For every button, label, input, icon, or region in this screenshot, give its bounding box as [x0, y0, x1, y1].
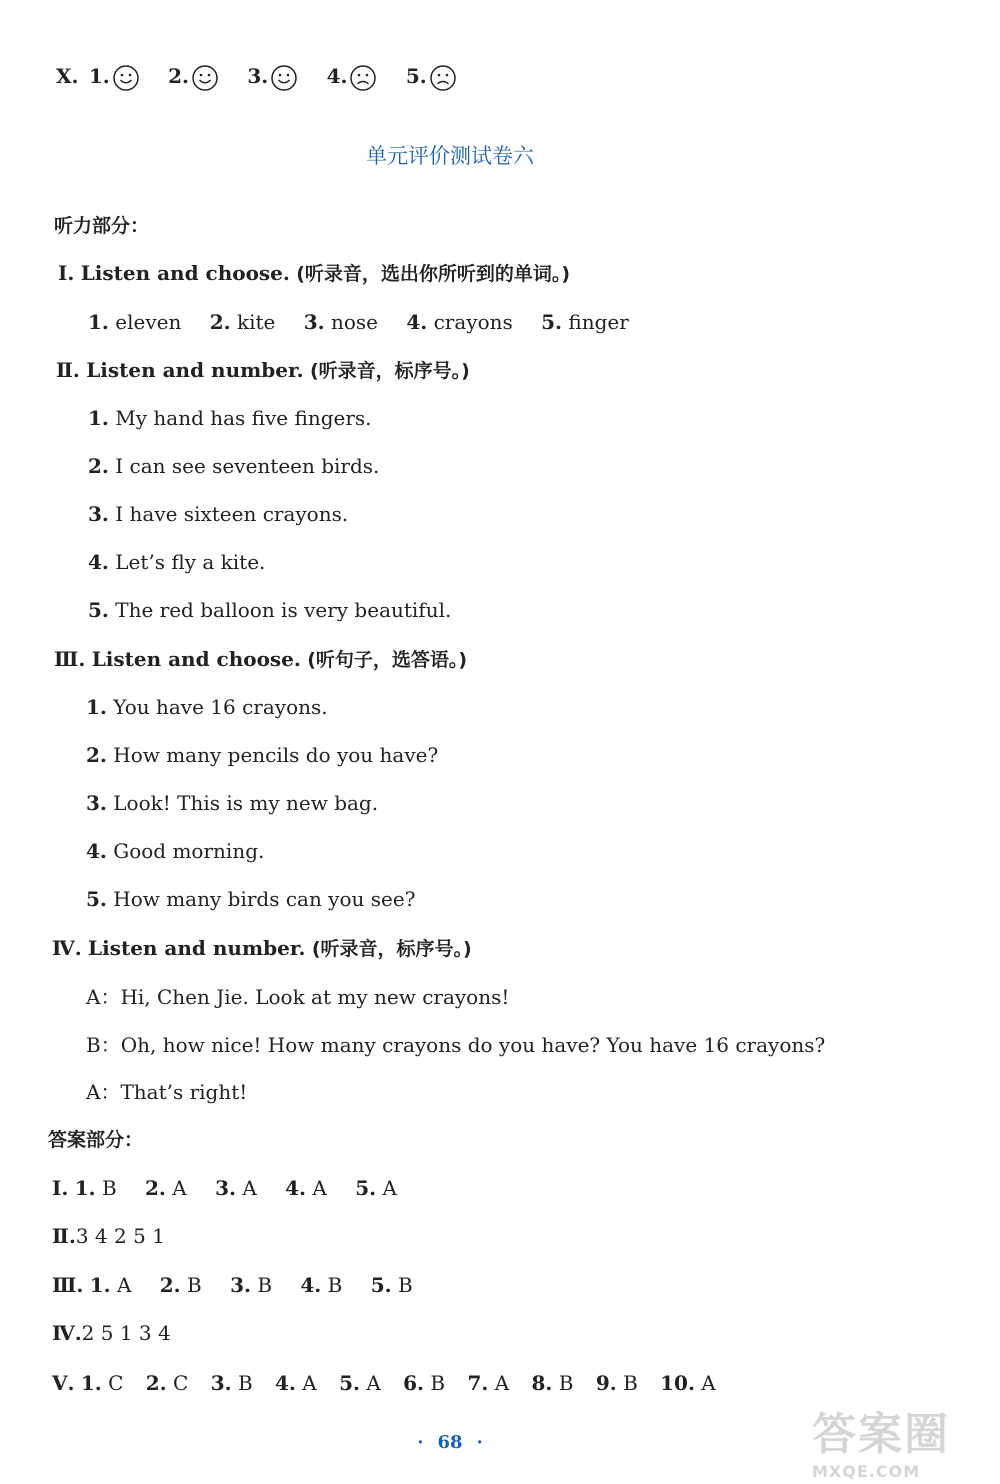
smile-face-icon [270, 64, 298, 92]
list-item: 2. kite [209, 310, 276, 334]
answer-row-2: Ⅱ.3 4 2 5 1 [52, 1224, 165, 1248]
answer-row-3: Ⅲ. 1. A 2. B 3. B 4. B 5. B [52, 1273, 413, 1297]
answer-item: 3. A [215, 1176, 257, 1200]
list-item: 4. Let’s fly a kite. [88, 550, 266, 574]
answer-row-4: Ⅳ.2 5 1 3 4 [52, 1321, 171, 1345]
answer-item: 5. A [355, 1176, 397, 1200]
answers-heading: 答案部分： [48, 1129, 144, 1151]
smile-face-icon [191, 64, 219, 92]
answer-item: 4. A [275, 1371, 317, 1395]
list-item: 5. How many birds can you see? [86, 887, 416, 911]
section-3-heading: Ⅲ. Listen and choose. (听句子，选答语。) [54, 647, 468, 671]
answer-item: 6. B [403, 1371, 446, 1395]
face-item: 1. [89, 62, 140, 92]
section-1-words [88, 308, 651, 336]
face-item: 4. [327, 62, 378, 92]
answer-item: 3. B [210, 1371, 253, 1395]
answer-item: 5. A [339, 1371, 381, 1395]
answer-item: 8. B [531, 1371, 574, 1395]
sad-face-icon [429, 64, 457, 92]
list-item: 2. I can see seventeen birds. [88, 454, 380, 478]
section-1-heading: Ⅰ. Listen and choose. (听录音，选出你所听到的单词。) [58, 261, 571, 285]
list-item: 2. How many pencils do you have? [86, 743, 439, 767]
dialog-line: A：That’s right! [86, 1080, 248, 1104]
list-item: 4. crayons [406, 310, 513, 334]
answer-item: 1. B [74, 1176, 117, 1200]
section-4-heading: Ⅳ. Listen and number. (听录音，标序号。) [52, 936, 472, 960]
section-roman-x: Ⅹ. [56, 64, 79, 88]
answer-item: 2. A [145, 1176, 187, 1200]
feedback-faces-row [56, 62, 479, 92]
answer-item: 5. B [370, 1273, 413, 1297]
dialog-line: A：Hi, Chen Jie. Look at my new crayons! [86, 985, 510, 1009]
face-item: 2. [168, 62, 219, 92]
list-item: 3. Look! This is my new bag. [86, 791, 379, 815]
list-item: 4. Good morning. [86, 839, 265, 863]
list-item: 1. eleven [88, 310, 182, 334]
list-item: 3. nose [303, 310, 378, 334]
sad-face-icon [349, 64, 377, 92]
answer-item: 1. C [80, 1371, 124, 1395]
list-item: 1. You have 16 crayons. [86, 695, 328, 719]
list-item: 5. finger [541, 310, 629, 334]
answer-item: 1. A [89, 1273, 132, 1297]
page-title: 单元评价测试卷六 [366, 144, 534, 168]
answer-row-1: Ⅰ. 1. B 2. A 3. A 4. A 5. A [52, 1176, 397, 1200]
listening-heading: 听力部分： [54, 215, 150, 237]
face-item: 5. [406, 62, 457, 92]
answer-row-5: Ⅴ. 1. C 2. C 3. B 4. A 5. A 6. B 7. A 8. B 9. B 10. A [52, 1371, 716, 1395]
section-2-heading: Ⅱ. Listen and number. (听录音，标序号。) [56, 358, 470, 382]
watermark-bottom: MXQE.COM [812, 1462, 921, 1481]
dot-icon: · [417, 1432, 424, 1453]
watermark-top: 答案圈 [812, 1409, 950, 1460]
answer-item: 10. A [660, 1371, 716, 1395]
answer-item: 2. C [145, 1371, 189, 1395]
dialog-line: B：Oh, how nice! How many crayons do you have? You have 16 crayons? [86, 1033, 826, 1057]
watermark-logo [812, 1398, 992, 1481]
answer-item: 7. A [467, 1371, 510, 1395]
list-item: 1. My hand has five fingers. [88, 406, 372, 430]
dot-icon: · [476, 1432, 483, 1453]
answer-item: 4. A [285, 1176, 327, 1200]
list-item: 5. The red balloon is very beautiful. [88, 598, 452, 622]
answer-item: 3. B [230, 1273, 273, 1297]
answer-item: 2. B [159, 1273, 202, 1297]
answer-item: 9. B [595, 1371, 638, 1395]
smile-face-icon [112, 64, 140, 92]
face-item: 3. [247, 62, 298, 92]
answer-item: 4. B [300, 1273, 343, 1297]
list-item: 3. I have sixteen crayons. [88, 502, 349, 526]
page-number: · 68 · [417, 1432, 483, 1453]
